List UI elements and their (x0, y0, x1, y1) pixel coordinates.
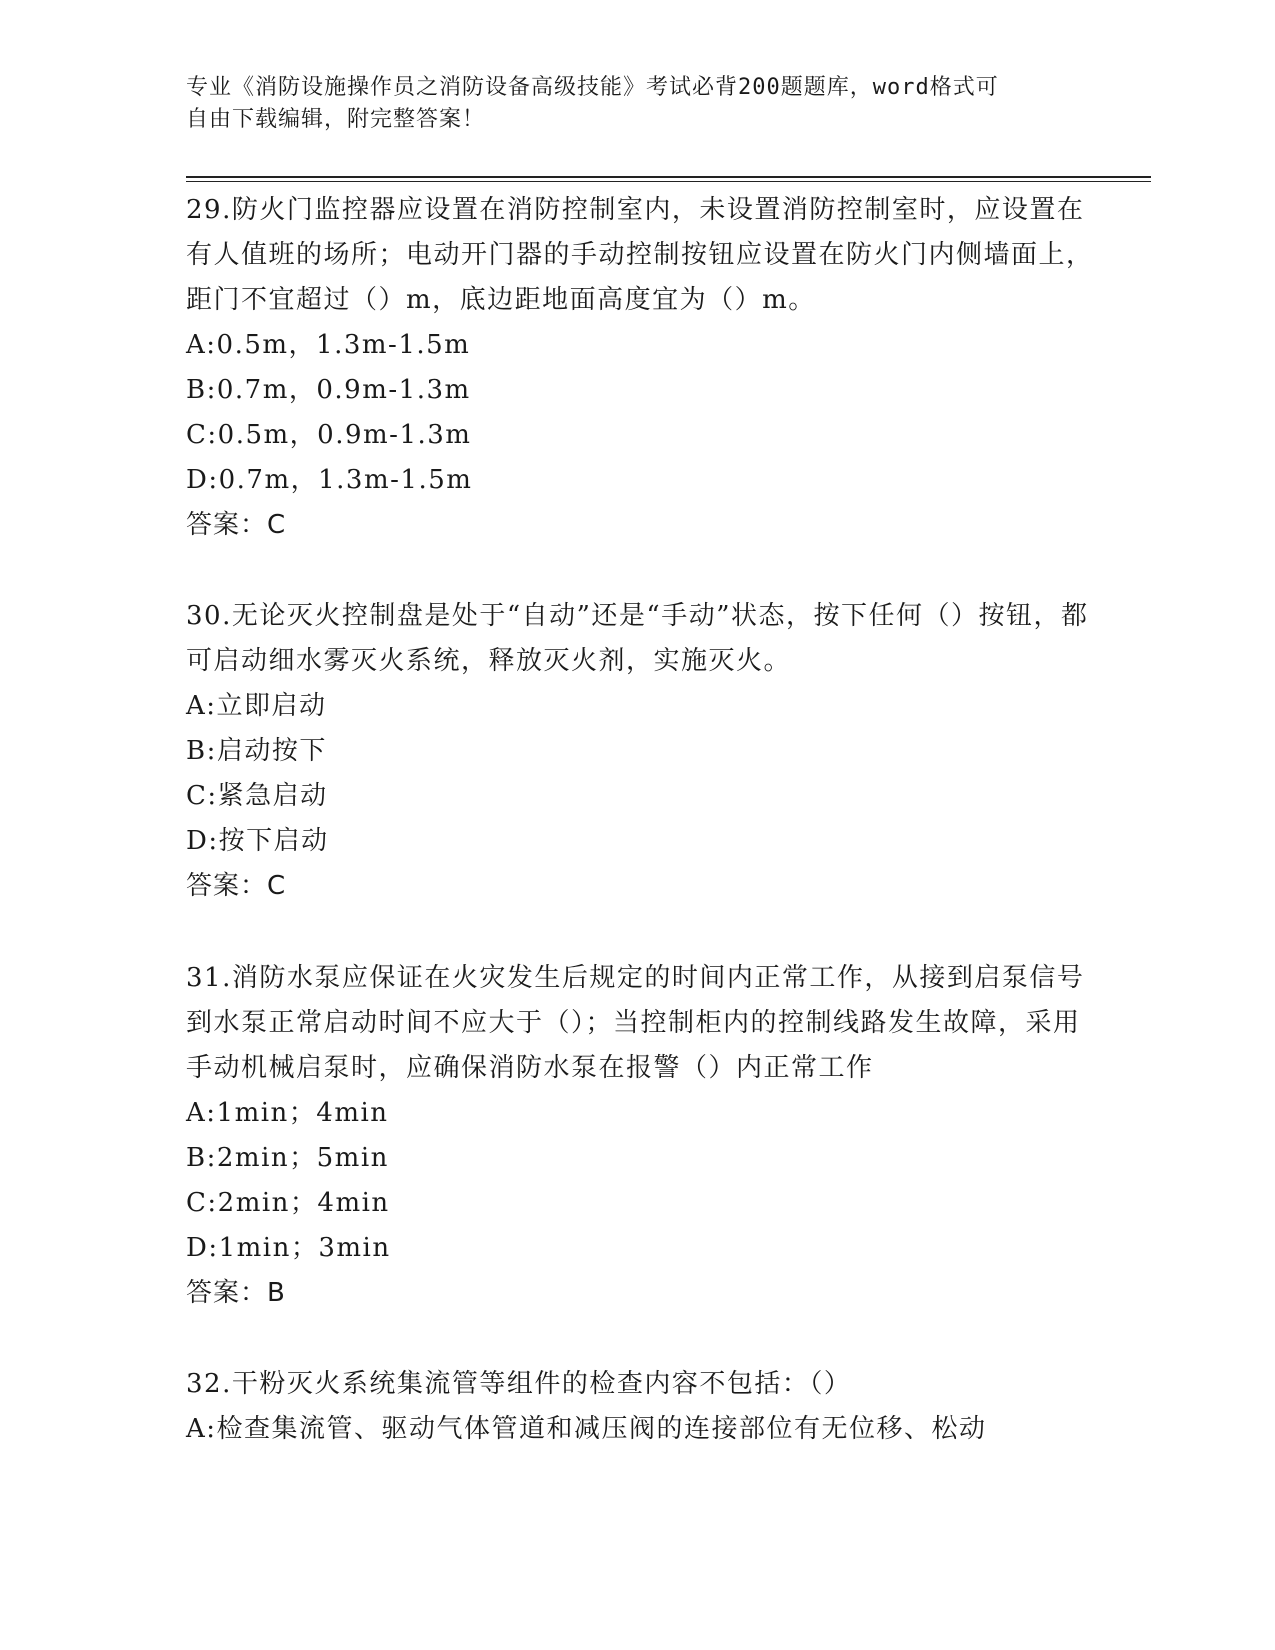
option-d: D:按下启动 (186, 826, 329, 856)
answer-line: 答案：B (186, 1278, 286, 1308)
option-a: A:立即启动 (186, 691, 327, 721)
question-31 (186, 956, 1096, 1316)
question-32 (186, 1362, 1096, 1452)
option-a: A:0.5m，1.3m-1.5m (186, 330, 471, 360)
option-a: A:1min；4min (186, 1098, 389, 1128)
header-line-2: 自由下载编辑，附完整答案！ (186, 107, 486, 132)
option-d: D:0.7m，1.3m-1.5m (186, 465, 473, 495)
question-stem: 29.防火门监控器应设置在消防控制室内，未设置消防控制室时，应设置在有人值班的场所；电动开门器的手动控制按钮应设置在防火门内侧墙面上，距门不宜超过（）m，底边距地面高度宜为（）m。 (186, 195, 1094, 315)
question-stem: 31.消防水泵应保证在火灾发生后规定的时间内正常工作，从接到启泵信号到水泵正常启动时间不应大于（）；当控制柜内的控制线路发生故障，采用手动机械启泵时，应确保消防水泵在报警（）内正常工作 (186, 963, 1085, 1083)
question-29 (186, 188, 1096, 548)
header-divider-thin (186, 181, 1151, 182)
option-c: C:0.5m，0.9m-1.3m (186, 420, 472, 450)
option-c: C:2min；4min (186, 1188, 390, 1218)
question-stem: 30.无论灭火控制盘是处于“自动”还是“手动”状态，按下任何（）按钮，都可启动细水雾灭火系统，释放灭火剂，实施灭火。 (186, 601, 1089, 676)
document-header (186, 72, 1066, 136)
option-b: B:2min；5min (186, 1143, 389, 1173)
option-b: B:启动按下 (186, 736, 327, 766)
option-b: B:0.7m，0.9m-1.3m (186, 375, 471, 405)
header-line-1: 专业《消防设施操作员之消防设备高级技能》考试必背200题题库，word格式可 (186, 75, 999, 100)
question-30 (186, 594, 1096, 909)
answer-line: 答案：C (186, 510, 287, 540)
question-stem: 32.干粉灭火系统集流管等组件的检查内容不包括：（） (186, 1369, 852, 1399)
answer-line: 答案：C (186, 871, 287, 901)
option-a: A:检查集流管、驱动气体管道和减压阀的连接部位有无位移、松动 (186, 1414, 987, 1444)
option-d: D:1min；3min (186, 1233, 391, 1263)
option-c: C:紧急启动 (186, 781, 328, 811)
header-divider-thick (186, 176, 1151, 178)
